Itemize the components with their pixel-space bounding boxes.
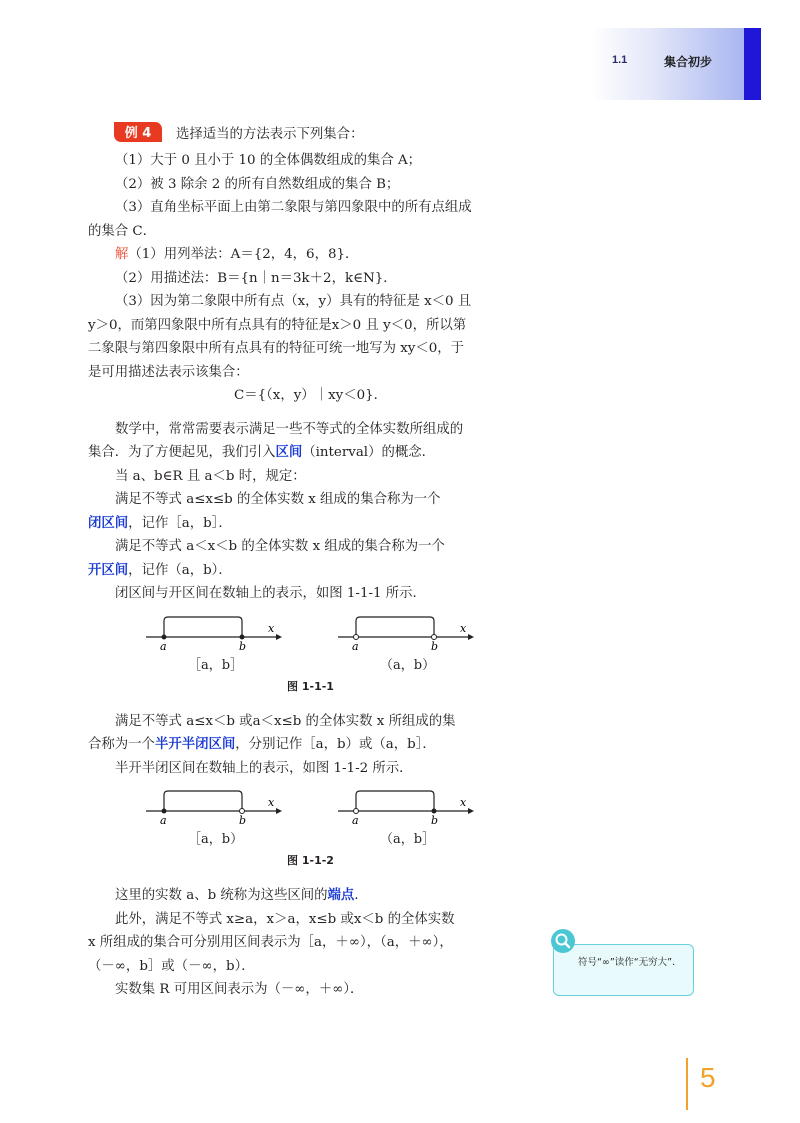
solution-3b: y＞0，而第四象限中所有点具有的特征是x＞0 且 y＜0，所以第 [88, 317, 467, 333]
keyword-half-open-interval: 半开半闭区间 [154, 737, 236, 752]
axis-arrow [468, 808, 474, 814]
closed-def-b: 闭区间，记作［a，b］． [88, 515, 232, 531]
axis-label-x: x [268, 621, 275, 635]
figure-1-1-1 [88, 610, 533, 674]
solution-3d: 是可用描述法表示该集合： [88, 364, 249, 380]
axis-label-x: x [460, 621, 467, 635]
example-badge: 例 4 [114, 122, 162, 142]
example-heading [88, 121, 533, 149]
figure2-caption: 图 1-1-2 [287, 854, 334, 867]
axis-arrow [468, 634, 474, 640]
open-endpoint-a [354, 634, 359, 639]
figure1-right-label: （a，b） [380, 657, 436, 673]
point-label-b: b [431, 639, 439, 650]
section-number: 1.1 [612, 54, 628, 66]
closed-endpoint-b [432, 809, 437, 814]
magnifier-icon [551, 929, 575, 953]
page-number: 5 [700, 1062, 716, 1093]
interval-bracket [164, 617, 242, 637]
half-open-def: 满足不等式 a≤x＜b 或a＜x≤b 的全体实数 x 所组成的集 [115, 713, 456, 729]
question-1: （1）大于 0 且小于 10 的全体偶数组成的集合 A； [115, 153, 422, 168]
open-def-b: 开区间，记作（a，b）． [88, 562, 232, 578]
axis-arrow [276, 634, 282, 640]
figure2-intro: 半开半闭区间在数轴上的表示，如图 1-1-2 所示． [115, 760, 413, 776]
half-open-def-b: 合称为一个半开半闭区间，分别记作［a，b）或（a，b］． [88, 737, 436, 752]
open-def: 满足不等式 a＜x＜b 的全体实数 x 组成的集合称为一个 [115, 539, 445, 554]
page-number-rule [686, 1058, 688, 1110]
interval-bracket [356, 791, 434, 811]
header-color-bar [744, 28, 761, 100]
interval-bracket [356, 617, 434, 635]
point-label-a: a [352, 814, 359, 824]
real-numbers-para: 实数集 R 可用区间表示为（－∞，＋∞）． [115, 982, 364, 997]
solution-1: 解（1）用列举法：A＝{2，4，6，8}． [115, 247, 359, 262]
question-2: （2）被 3 除余 2 的所有自然数组成的集合 B； [115, 176, 400, 192]
point-label-b: b [239, 814, 247, 824]
number-line-half-open-right [142, 784, 292, 824]
side-note-text: 符号“∞”读作“无穷大”． [578, 957, 682, 968]
figure1-caption: 图 1-1-1 [287, 679, 334, 693]
point-label-a: a [352, 639, 359, 650]
solution-formula: C＝{（x，y）｜xy＜0}． [233, 388, 388, 403]
solution-3c: 二象限与第四象限中所有点具有的特征可统一地写为 xy＜0，于 [88, 341, 465, 356]
closed-endpoint-a [162, 634, 167, 639]
infinity-para-b: x 所组成的集合可分别用区间表示为［a，＋∞），（a，＋∞）， [88, 935, 453, 950]
solution-label: 解 [115, 247, 129, 262]
closed-def: 满足不等式 a≤x≤b 的全体实数 x 组成的集合称为一个 [115, 492, 441, 507]
intro-para-1a: 数学中，常常需要表示满足一些不等式的全体实数所组成的 [115, 421, 464, 437]
solution-2: （2）用描述法：B＝{n｜n＝3k＋2，k∈N}． [115, 270, 397, 286]
axis-arrow [276, 808, 282, 814]
number-line-open [334, 610, 484, 650]
figure2-right-label: （a，b］ [380, 832, 436, 847]
infinity-para-c: （－∞，b］或（－∞，b）． [88, 958, 255, 974]
solution-3a: （3）因为第二象限中所有点（x，y）具有的特征是 x＜0 且 [115, 294, 472, 309]
figure-1-1-2 [88, 784, 533, 848]
keyword-endpoint: 端点 [327, 888, 355, 903]
point-label-a: a [160, 814, 167, 824]
keyword-closed-interval: 闭区间 [88, 515, 129, 531]
closed-endpoint-a [162, 809, 167, 814]
intro-para-2: 当 a、b∈R 且 a＜b 时，规定： [115, 468, 306, 484]
main-content [88, 121, 533, 1002]
point-label-b: b [431, 814, 439, 824]
infinity-para-a: 此外，满足不等式 x≥a，x＞a，x≤b 或x＜b 的全体实数 [115, 911, 455, 927]
question-3a: （3）直角坐标平面上由第二象限与第四象限中的所有点组成 [115, 200, 472, 215]
keyword-open-interval: 开区间 [88, 562, 129, 578]
figure2-left-label: ［a，b） [188, 832, 244, 847]
number-line-closed [142, 610, 292, 650]
section-title: 集合初步 [664, 55, 713, 69]
axis-label-x: x [460, 796, 467, 809]
question-3b: 的集合 C． [88, 223, 157, 239]
interval-bracket [164, 791, 242, 811]
point-label-b: b [239, 639, 247, 650]
endpoints-para: 这里的实数 a、b 统称为这些区间的端点． [115, 888, 368, 903]
number-line-half-open-left [334, 784, 484, 824]
open-endpoint-b [240, 809, 245, 814]
figure1-left-label: ［a，b］ [188, 657, 244, 673]
point-label-a: a [160, 639, 167, 650]
figure1-intro: 闭区间与开区间在数轴上的表示，如图 1-1-1 所示． [115, 586, 426, 601]
open-endpoint-a [354, 809, 359, 814]
example-prompt: 选择适当的方法表示下列集合： [176, 127, 364, 142]
intro-para-1b: 集合．为了方便起见，我们引入区间（interval）的概念． [88, 445, 436, 460]
keyword-interval: 区间 [275, 445, 303, 460]
axis-label-x: x [268, 796, 275, 809]
open-endpoint-b [432, 634, 437, 639]
closed-endpoint-b [240, 634, 245, 639]
